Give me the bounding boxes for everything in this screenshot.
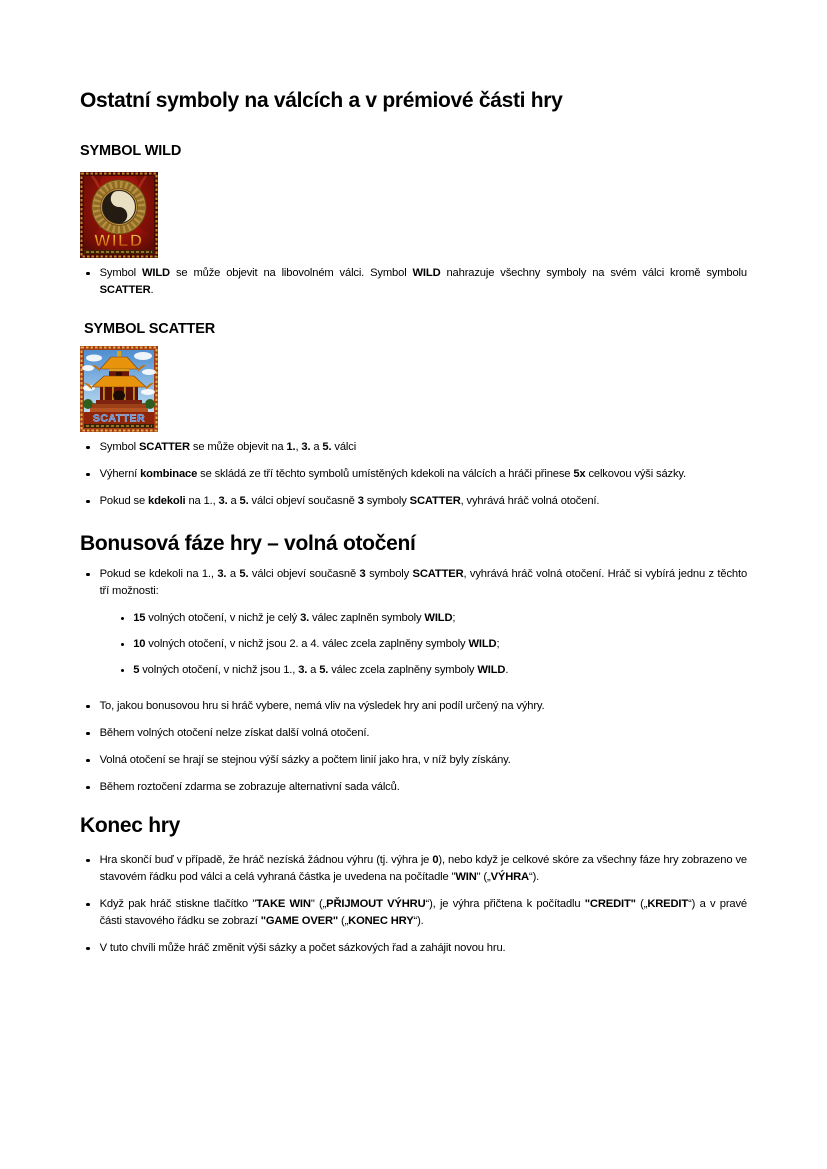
bullet-text: Hra skončí buď v případě, že hráč nezíská žádnou výhru (tj. výhra je 0), nebo když je celkové skóre za všechny fáze hry zobrazeno ve stavovém řádku pod válci a celá vyhraná částka je uvedena na počítadle "WIN" („VÝHRA“). [99, 854, 747, 883]
section-heading-bonus: Bonusová fáze hry – volná otočení [80, 532, 416, 555]
bullet-text: Výherní kombinace se skládá ze tří těchto symbolů umístěných kdekoli na válcích a hráči přinese 5x celkovou výši sázky. [99, 468, 686, 480]
bullet-text: Během volných otočení nelze získat další volná otočení. [99, 727, 370, 739]
bullet-text: 15 volných otočení, v nichž je celý 3. válec zaplněn symboly WILD; [133, 612, 456, 624]
list-item [121, 662, 747, 679]
list-item [80, 439, 747, 456]
list-item [80, 896, 747, 930]
section-heading-konec-hry: Konec hry [80, 814, 180, 837]
bullet-text: Pokud se kdekoli na 1., 3. a 5. válci objeví současně 3 symboly SCATTER, vyhrává hráč volná otočení. Hráč si vybírá jednu z těchto tří možnosti: [99, 568, 748, 597]
scatter-bullet-list [80, 439, 747, 510]
wild-symbol-image [80, 172, 158, 258]
yin-yang-icon [103, 191, 136, 224]
bullet-text: 10 volných otočení, v nichž jsou 2. a 4. válec zcela zaplněny symboly WILD; [133, 638, 500, 650]
list-item [80, 725, 747, 742]
bullet-text: Pokud se kdekoli na 1., 3. a 5. válci objeví současně 3 symboly SCATTER, vyhrává hráč volná otočení. [99, 495, 600, 507]
list-item [121, 610, 747, 627]
bullet-text: To, jakou bonusovou hru si hráč vybere, nemá vliv na výsledek hry ani podíl určený na výhry. [99, 700, 545, 712]
bullet-text: V tuto chvíli může hráč změnit výši sázky a počet sázkových řad a zahájit novou hru. [99, 942, 506, 954]
bullet-text: Když pak hráč stiskne tlačítko "TAKE WIN" („PŘIJMOUT VÝHRU“), je výhra přičtena k počítadlu "CREDIT" („KREDIT“) a v pravé části stavového řádku se zobrazí "GAME OVER" („KONEC HRY“). [99, 898, 747, 927]
bullet-text: Volná otočení se hrají se stejnou výší sázky a počtem linií jako hra, v níž byly získány. [99, 754, 511, 766]
list-item [80, 779, 747, 796]
list-item [80, 852, 747, 886]
bonus-bullet-list [80, 566, 747, 796]
end-bullet-list [80, 852, 747, 957]
bullet-text: Během roztočení zdarma se zobrazuje alternativní sada válců. [99, 781, 400, 793]
list-item [80, 752, 747, 769]
wild-bullet-list [80, 265, 747, 299]
bullet-text: 5 volných otočení, v nichž jsou 1., 3. a 5. válec zcela zaplněny symboly WILD. [133, 664, 509, 676]
bullet-text: Symbol SCATTER se může objevit na 1., 3. a 5. válci [99, 441, 357, 453]
wild-symbol-icon [80, 172, 158, 258]
bonus-options-list [121, 610, 747, 679]
wild-label: WILD [94, 231, 144, 250]
list-item [80, 493, 747, 510]
list-item [80, 698, 747, 715]
list-item [80, 265, 747, 299]
list-item [80, 940, 747, 957]
section-heading-symbol-wild: SYMBOL WILD [80, 143, 182, 159]
page-title: Ostatní symboly na válcích a v prémiové části hry [80, 89, 563, 112]
bullet-text: Symbol WILD se může objevit na libovolném válci. Symbol WILD nahrazuje všechny symboly na svém válci kromě symbolu SCATTER. [99, 267, 747, 296]
scatter-symbol-image [80, 346, 158, 432]
scatter-label: SCATTER [92, 412, 146, 425]
section-heading-symbol-scatter: SYMBOL SCATTER [84, 321, 216, 337]
list-item [121, 636, 747, 653]
list-item [80, 466, 747, 483]
list-item [80, 566, 747, 688]
scatter-symbol-icon [80, 346, 158, 432]
